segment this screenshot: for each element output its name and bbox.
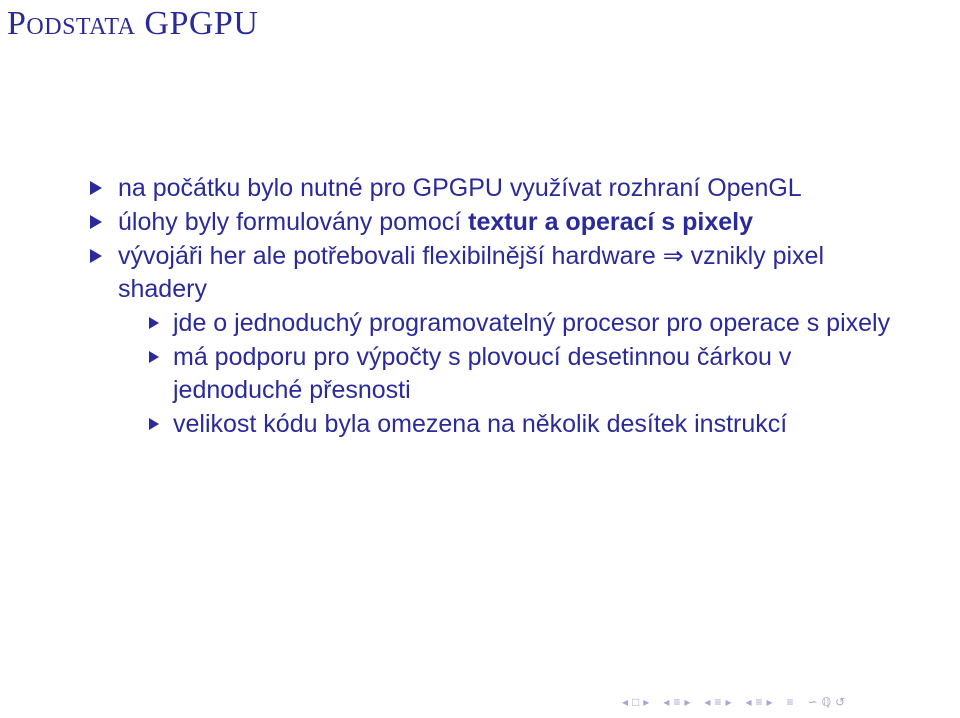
bullet-text: vývojáři her ale potřebovali flexibilnější hardware [118, 242, 663, 270]
nav-prev-frame-icon[interactable]: ◂ [663, 695, 670, 709]
nav-equal-icon[interactable]: ≡ [786, 695, 794, 709]
sub-bullet-text: má podporu pro výpočty s plovoucí desetinnou čárkou v jednoduché přesnosti [173, 343, 792, 404]
bullet-list [82, 172, 902, 441]
sub-bullet-list [82, 307, 902, 441]
sub-bullet-item [140, 307, 902, 340]
bullet-text: na počátku bylo nutné pro GPGPU využívat rozhraní OpenGL [118, 174, 802, 202]
nav-doc-icon[interactable]: ≡ [755, 695, 763, 709]
nav-sub-prev-icon[interactable]: ◂ [745, 695, 752, 709]
nav-back-icon[interactable]: ∽ [807, 695, 818, 709]
nav-section-icon[interactable]: ≡ [714, 695, 722, 709]
slide-title: Podstata GPGPU [7, 5, 259, 42]
bullet-text: úlohy byly formulovány pomocí [118, 208, 469, 236]
bullet-triangle-icon [90, 249, 102, 263]
nav-forward-icon[interactable]: ↺ [835, 695, 846, 709]
bullet-item [82, 172, 902, 205]
nav-section-next-icon[interactable]: ▸ [725, 695, 732, 709]
bullet-triangle-icon [90, 181, 102, 195]
nav-frame-icon[interactable]: □ [632, 695, 640, 709]
sub-bullet-triangle-icon [149, 317, 159, 329]
sub-bullet-item [140, 341, 902, 407]
nav-first-icon[interactable]: ◂ [622, 695, 629, 709]
nav-section-prev-icon[interactable]: ◂ [704, 695, 711, 709]
nav-subsection-icon[interactable]: ≡ [673, 695, 681, 709]
nav-subsection-next-icon[interactable]: ▸ [684, 695, 691, 709]
nav-sub-next-icon[interactable]: ▸ [766, 695, 773, 709]
bullet-triangle-icon [90, 215, 102, 229]
beamer-navigation-bar [622, 694, 845, 710]
sub-bullet-triangle-icon [149, 418, 159, 430]
bullet-item [82, 206, 902, 239]
bullet-item [82, 240, 902, 306]
sub-bullet-triangle-icon [149, 351, 159, 363]
nav-next-icon[interactable]: ▸ [643, 695, 650, 709]
bullet-bold-text: textur a operací s pixely [468, 208, 754, 236]
implies-arrow-icon: ⇒ [662, 242, 684, 270]
bullet-text: vznikly pixel shadery [118, 242, 824, 303]
sub-bullet-text: jde o jednoduchý programovatelný procesor pro operace s pixely [173, 309, 891, 337]
sub-bullet-item [140, 408, 902, 441]
nav-search-icon[interactable]: ℚ [821, 695, 832, 709]
sub-bullet-text: velikost kódu byla omezena na několik desítek instrukcí [173, 410, 788, 438]
